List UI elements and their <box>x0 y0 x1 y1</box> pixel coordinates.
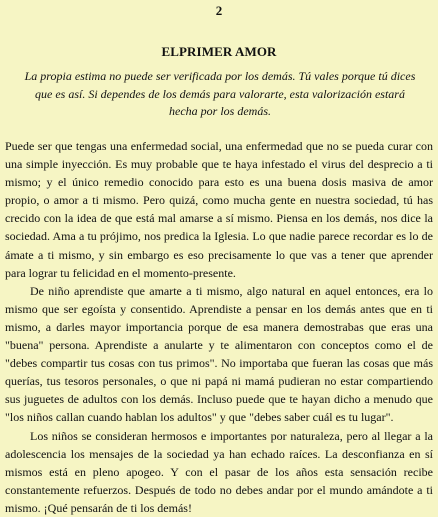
paragraph-2: De niño aprendiste que amarte a ti mismo, algo natural en aquel entonces, era lo mismo que ser egoísta y consentido. Aprendiste a pensar en los demás antes que en ti mismo, a darles mayor importancia porque de esa manera demostrabas que eras una "buena" persona. Aprendiste a anularte y te alimentaron con conceptos como el de "debes compartir tus cosas con tus primos". No importaba que fueran las cosas que más querías, tus tesoros personales, o que ni papá ni mamá pudieran no estar compartiendo sus juguetes de adultos con los demás. Incluso puede que te hayan dicho a menudo que "los niños callan cuando hablan los adultos" y que "debes saber cuál es tu lugar". <box>5 283 433 425</box>
epigraph: La propia estima no puede ser verificada por los demás. Tú vales porque tú dices que es así. Si dependes de los demás para valorarte, esta valorización estará hecha por los demás. <box>24 69 416 118</box>
paragraph-1: Puede ser que tengas una enfermedad social, una enfermedad que no se pueda curar con una simple inyección. Es muy probable que te haya infestado el virus del desprecio a ti mismo; y el único remedio conocido para esto es una buena dosis masiva de amor propio, o amor a ti mismo. Pero quizá, como mucha gente en nuestra sociedad, tú has crecido con la idea de que está mal amarse a sí mismo. Piensa en los demás, nos dice la sociedad. Ama a tu prójimo, nos predica la Iglesia. Lo que nadie parece recordar es lo de ámate a ti mismo, y sin embargo es eso precisamente lo que vas a tener que aprender para lograr tu felicidad en el momento-presente. <box>5 139 433 280</box>
body-text <box>5 137 433 517</box>
paragraph-3: Los niños se consideran hermosos e importantes por naturaleza, pero al llegar a la adolescencia los mensajes de la sociedad ya han echado raíces. La desconfianza en sí mismos está en pleno apogeo. Y con el pasar de los años esta sensación recibe constantemente refuerzos. Después de todo no debes andar por el mundo amándote a ti mismo. ¡Qué pensarán de ti los demás! <box>5 428 433 515</box>
page-number: 2 <box>215 3 223 18</box>
chapter-title: ELPRIMER AMOR <box>161 44 277 59</box>
